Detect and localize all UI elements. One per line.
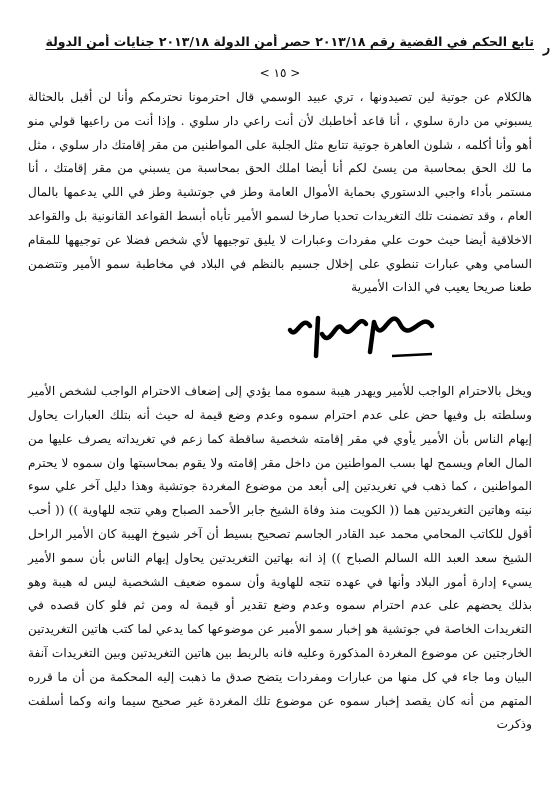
paragraph-2: ويخل بالاحترام الواجب للأمير ويهدر هيبة سموه مما يؤدي إلى إضعاف الاحترام الواجب لشخص الأمير وسلطته بل وفيها حض على عدم احترام سموه وعدم وضع قيمة له حيث أنه بتلك العبارات يحاول إيهام الناس بأن الأمير يأوي في مقر إقامته شخصية ساقطة كما زعم في تغريداته يصرف عليها من المال العام ويسمح لها بسب المواطنين من داخل مقر إقامته ولا يقوم بمحاسبتها وان سموه لا يحترم المواطنين ، كما ذهب في تغريدتين إلى أبعد من موضوع المغردة جوتشية وهذا دليل آخر علي سوء نيته وهاتين التغريدتين هما (( الكويت منذ وفاة الشيخ جابر الأحمد الصباح وهي تتجه للهاوية )) (( أحب أقول للكاتب المحامي محمد عبد القادر الجاسم تصحيح بسيط أن آخر شيوخ الهيبة كان الأمير الراحل الشيخ سعد العبد الله السالم الصباح )) إذ انه بهاتين التغريدتين يحاول إيهام الناس بأن سمو الأمير يسيء إدارة أمور البلاد وأنها في عهده تتجه للهاوية وأن سموه ضعيف الشخصية ليس له هيبة وهو بذلك يحضهم على عدم احترام سموه وعدم وضع تقدير أو قيمة له ومن ثم فلو كان قصده في التغريدات الخاصة في جوتشية هو إخبار سمو الأمير عن موضوعها كما يدعي لما كتب هاتين التغريدتين الخارجتين عن موضوع المغردة المذكورة وعليه فانه بالربط بين هاتين التغريدتين وبين التغريدات آنفة البيان وما جاء في كل منها من عبارات ومفردات يتضح صدق ما ذهبت إليه المحكمة من أن ما قرره المتهم من أنه كان يقصد إخبار سموه عن موضوع تلك المغردة غير صحيح سيما وانه وكما أسلفت وذكرت	[28, 384, 532, 732]
paragraph-1: هالكلام عن جوتية لين تصيدونها ، تري عبيد الوسمي قال احترمونا نحترمكم وأنا لن أقبل بالحثالة يسبوني من دارة سلوي ، أنا قاعد أخاطبك لأن أنت راعي دار سلوي . وإذا أنت من راعيها قولي منو أهو وأنا أكلمه ، شلون العاهرة جوتية تتابع مثل الجلبة على المواطنين من مقر إقامتك دار سلوي ، مثل ما لك الحق بمحاسبة من يسئ لكم أنا أيضا املك الحق بمحاسبة من يسبني من مقر إقامتك ، أنا مستمر بأداء واجبي الدستوري بحماية الأموال العامة وطز في جوتشية وطز في اللي يدعمها بالمال العام ، وقد تضمنت تلك التغريدات تحديا صارخا لسمو الأمير تأباه أبسط القواعد القانونية بل والقواعد الاخلاقية أيضا حيث حوت علي مفردات وعبارات لا يليق توجيهها لأي شخص فضلا عن توجيهها للمقام السامي وهي عبارات تنطوي على إخلال جسيم بالنظم في البلاد في مخاطبة سمو الأمير وتتضمن طعنا صريحا يعيب في الذات الأميرية	[28, 90, 532, 295]
document-body	[28, 86, 532, 785]
corner-mark: ر	[543, 40, 550, 56]
page-header-title: تابع الحكم في القضية رقم ٢٠١٣/١٨ حصر أمن الدولة ٢٠١٣/١٨ جنايات أمن الدولة	[45, 34, 534, 49]
page-number: < ١٥ >	[259, 66, 301, 80]
handwritten-signature	[28, 304, 532, 368]
